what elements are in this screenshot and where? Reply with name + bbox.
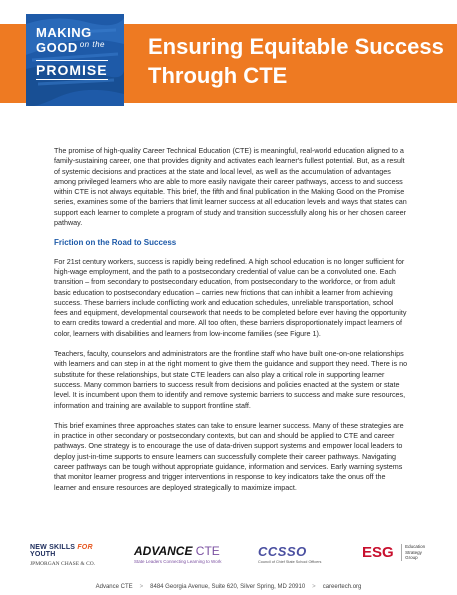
ccsso-logo xyxy=(258,544,338,564)
advance-wordmark xyxy=(134,544,234,558)
ccsso-sub: Council of Chief State School Officers xyxy=(258,560,322,564)
logo-line-promise: PROMISE xyxy=(36,62,108,78)
section-heading: Friction on the Road to Success xyxy=(54,238,177,248)
footer-website-link[interactable]: careertech.org xyxy=(322,584,362,590)
esg-sub-2: Strategy xyxy=(405,549,422,555)
esg-logo xyxy=(362,544,442,562)
nsfy-main: NEW SKILLS xyxy=(30,544,76,551)
footer-separator: > xyxy=(139,584,144,590)
ccsso-wordmark: CCSSO xyxy=(258,544,307,559)
page-title: Ensuring Equitable Success Through CTE xyxy=(148,34,444,88)
advance-main: ADVANCE xyxy=(134,544,193,558)
footer-org: Advance CTE xyxy=(95,584,133,590)
footer-address: 8484 Georgia Avenue, Suite 620, Silver Spring, MD 20910 xyxy=(150,584,306,590)
document-body xyxy=(54,146,409,503)
nsfy-youth: YOUTH xyxy=(30,551,56,558)
logo-text xyxy=(36,26,108,80)
footer-address-line xyxy=(0,584,457,590)
advance-cte-logo xyxy=(134,544,234,564)
new-skills-for-youth-logo xyxy=(30,544,108,567)
making-good-logo xyxy=(26,14,124,106)
body-paragraph-2: Teachers, faculty, counselors and administrators are the frontline staff who have built one-on-one relationships with learners and can step in at the right moment to give them the guidance and support they need. There is no substitute for these relationships, but state CTE leaders can also play a critical role in supporting learner success. Many common barriers to success result from decisions and policies enacted at the system or state level. It is incumbent upon them to identify and remove systemic barriers to success and make sure resources, information and training are available to support frontline staff. xyxy=(54,349,408,410)
intro-paragraph: The promise of high-quality Career Technical Education (CTE) is meaningful, real-world education aligned to a family-sustaining career, one that provides dignity and activates each learner's fullest potential. But, as a result of systemic decisions and practices at the state and local level, as well as the accumulation of advantages among privileged learners who are able to more easily navigate their career pathways, access to and success within CTE is not always equitable. This brief, the fifth and final publication in the Making Good on the Promise series, examines some of the barriers that limit learner success at all education levels and ways that states can support each learner to complete a program of study and transition successfully along his or her chosen career pathway. xyxy=(54,146,407,228)
body-paragraph-3: This brief examines three approaches states can take to ensure learner success. Many of these strategies are in practice in other secondary or postsecondary contexts, but can and should be applied to CTE and career pathways. One strategy is to encourage the use of data-driven support systems and empower local leaders to deploy just-in-time supports to ensure learners can successfully complete their career pathways. Navigating career pathways can be tough without appropriate guidance, information and services. Early warning systems that monitor learner progress and trigger interventions in response to key indicators take the onus off the learner and ensure resources are deployed strategically to maximize impact. xyxy=(54,420,404,492)
logo-line-making: MAKING xyxy=(36,25,92,40)
nsfy-wordmark xyxy=(30,544,108,558)
footer-separator: > xyxy=(312,584,316,590)
body-paragraph-1: For 21st century workers, success is rapidly being redefined. A high school education is no longer sufficient for high-wage employment, and the path to a postsecondary credential of value can be a convoluted one. Each transition – from secondary to postsecondary education, from postsecondary to the workforce, or from adult basic education to postsecondary education – carries new frictions that can inhibit a learner from achieving success. These barriers include conflicting work and education schedules, unreliable transportation, school fees and equipment, developmental coursework that needs to be completed before ever having the opportunity to earn credits toward a credential and more. All too often, these barriers disproportionately impact learners of color, learners with disabilities and learners from low-income families (see Figure 1). xyxy=(54,256,407,338)
footer-logos xyxy=(30,544,440,578)
logo-line-good xyxy=(36,41,108,54)
esg-sub-3: Group xyxy=(405,555,418,560)
nsfy-sub: JPMORGAN CHASE & CO. xyxy=(30,561,96,567)
logo-on-the: on the xyxy=(79,40,105,49)
esg-sub xyxy=(401,544,425,561)
esg-sub-1: Education xyxy=(405,544,426,549)
esg-wordmark: ESG xyxy=(362,544,394,561)
advance-tagline: State Leaders Connecting Learning to Work xyxy=(134,559,222,564)
logo-good: GOOD xyxy=(36,40,78,55)
advance-cte: CTE xyxy=(195,544,220,558)
nsfy-for: FOR xyxy=(77,544,93,551)
